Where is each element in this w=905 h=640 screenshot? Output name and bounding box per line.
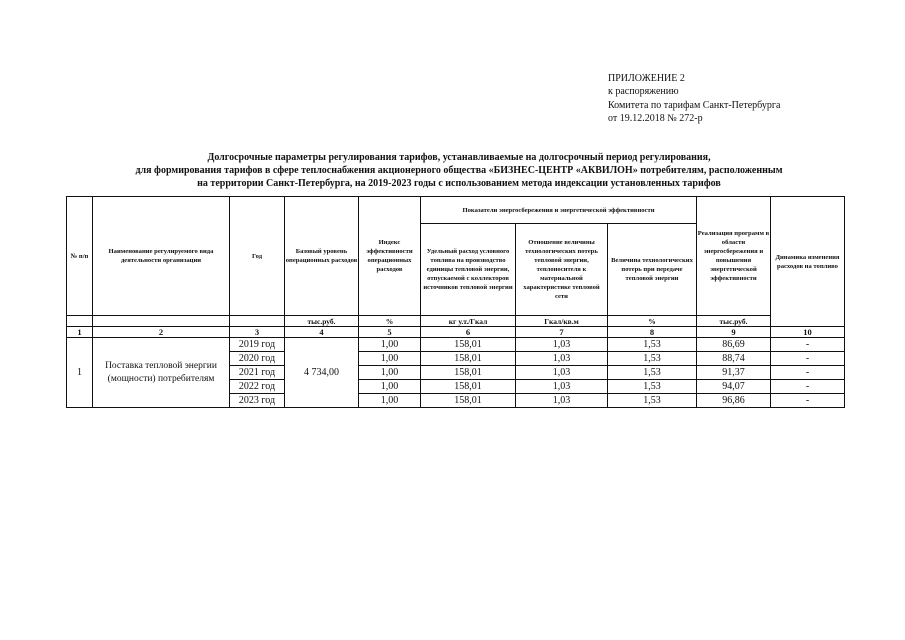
- column-number: 5: [359, 327, 421, 338]
- unit-empty: [67, 316, 93, 327]
- header-efficiency-index: Индекс эффективности операционных расходов: [359, 197, 421, 316]
- header-energy-group: Показатели энергосбережения и энергетической эффективности: [421, 197, 697, 224]
- loss-cell: 1,53: [608, 338, 697, 352]
- column-number: 1: [67, 327, 93, 338]
- unit-programs: тыс.руб.: [697, 316, 771, 327]
- appendix-line: ПРИЛОЖЕНИЕ 2: [608, 73, 685, 84]
- index-cell: 1,00: [359, 338, 421, 352]
- unit-base: тыс.руб.: [285, 316, 359, 327]
- title-line: на территории Санкт-Петербурга, на 2019-2023 годы с использованием метода индексации установленных тарифов: [197, 178, 721, 190]
- header-num: № п/п: [67, 197, 93, 316]
- unit-empty: [230, 316, 285, 327]
- table-row: [67, 338, 845, 352]
- header-year: Год: [230, 197, 285, 316]
- index-cell: 1,00: [359, 352, 421, 366]
- header-tech-losses: Величина технологических потерь при передаче тепловой энергии: [608, 224, 697, 316]
- header-fuel-dynamics: Динамика изменения расходов на топливо: [771, 197, 845, 327]
- column-number: 9: [697, 327, 771, 338]
- row-number: 1: [67, 338, 93, 408]
- column-number: 10: [771, 327, 845, 338]
- document-title: [90, 151, 828, 191]
- dynamics-cell: -: [771, 338, 845, 352]
- unit-empty: [93, 316, 230, 327]
- year-cell: 2021 год: [230, 366, 285, 380]
- column-number: 8: [608, 327, 697, 338]
- activity-name: Поставка тепловой энергии (мощности) потребителям: [93, 338, 230, 408]
- column-number: 7: [516, 327, 608, 338]
- year-cell: 2019 год: [230, 338, 285, 352]
- base-level-value: 4 734,00: [285, 338, 359, 408]
- ratio-cell: 1,03: [516, 352, 608, 366]
- unit-index: %: [359, 316, 421, 327]
- unit-ratio: Гкал/кв.м: [516, 316, 608, 327]
- index-cell: 1,00: [359, 380, 421, 394]
- header-activity: Наименование регулируемого вида деятельности организации: [93, 197, 230, 316]
- appendix-line: Комитета по тарифам Санкт-Петербурга: [608, 99, 781, 111]
- index-cell: 1,00: [359, 366, 421, 380]
- unit-fuel: кг у.т./Гкал: [421, 316, 516, 327]
- dynamics-cell: -: [771, 352, 845, 366]
- header-base-level: Базовый уровень операционных расходов: [285, 197, 359, 316]
- programs-cell: 94,07: [697, 380, 771, 394]
- column-number: 2: [93, 327, 230, 338]
- fuel-cell: 158,01: [421, 366, 516, 380]
- programs-cell: 86,69: [697, 338, 771, 352]
- dynamics-cell: -: [771, 380, 845, 394]
- ratio-cell: 1,03: [516, 394, 608, 408]
- loss-cell: 1,53: [608, 352, 697, 366]
- programs-cell: 88,74: [697, 352, 771, 366]
- index-cell: 1,00: [359, 394, 421, 408]
- dynamics-cell: -: [771, 394, 845, 408]
- loss-cell: 1,53: [608, 380, 697, 394]
- title-line: для формирования тарифов в сфере теплоснабжения акционерного общества «БИЗНЕС-ЦЕНТР «АКВИЛОН» потребителям, расположенным: [135, 165, 783, 177]
- ratio-cell: 1,03: [516, 380, 608, 394]
- header-programs: Реализация программ в области энергосбережения и повышения энергетической эффективности: [697, 197, 771, 316]
- appendix-line: от 19.12.2018 № 272-р: [608, 113, 703, 125]
- parameters-table: [66, 196, 845, 408]
- year-cell: 2020 год: [230, 352, 285, 366]
- ratio-cell: 1,03: [516, 338, 608, 352]
- year-cell: 2022 год: [230, 380, 285, 394]
- column-number: 3: [230, 327, 285, 338]
- loss-cell: 1,53: [608, 366, 697, 380]
- column-number: 6: [421, 327, 516, 338]
- loss-cell: 1,53: [608, 394, 697, 408]
- programs-cell: 96,86: [697, 394, 771, 408]
- fuel-cell: 158,01: [421, 352, 516, 366]
- fuel-cell: 158,01: [421, 380, 516, 394]
- appendix-block: [608, 72, 780, 126]
- title-line: Долгосрочные параметры регулирования тарифов, устанавливаемые на долгосрочный период регулирования,: [207, 152, 711, 163]
- header-loss-ratio: Отношение величины технологических потерь тепловой энергии, теплоносителя к материальной характеристике тепловой сети: [516, 224, 608, 316]
- unit-loss: %: [608, 316, 697, 327]
- fuel-cell: 158,01: [421, 338, 516, 352]
- fuel-cell: 158,01: [421, 394, 516, 408]
- ratio-cell: 1,03: [516, 366, 608, 380]
- dynamics-cell: -: [771, 366, 845, 380]
- year-cell: 2023 год: [230, 394, 285, 408]
- column-number: 4: [285, 327, 359, 338]
- header-fuel-consumption: Удельный расход условного топлива на производство единицы тепловой энергии, отпускаемой с коллекторов источников тепловой энергии: [421, 224, 516, 316]
- programs-cell: 91,37: [697, 366, 771, 380]
- appendix-line: к распоряжению: [608, 86, 679, 98]
